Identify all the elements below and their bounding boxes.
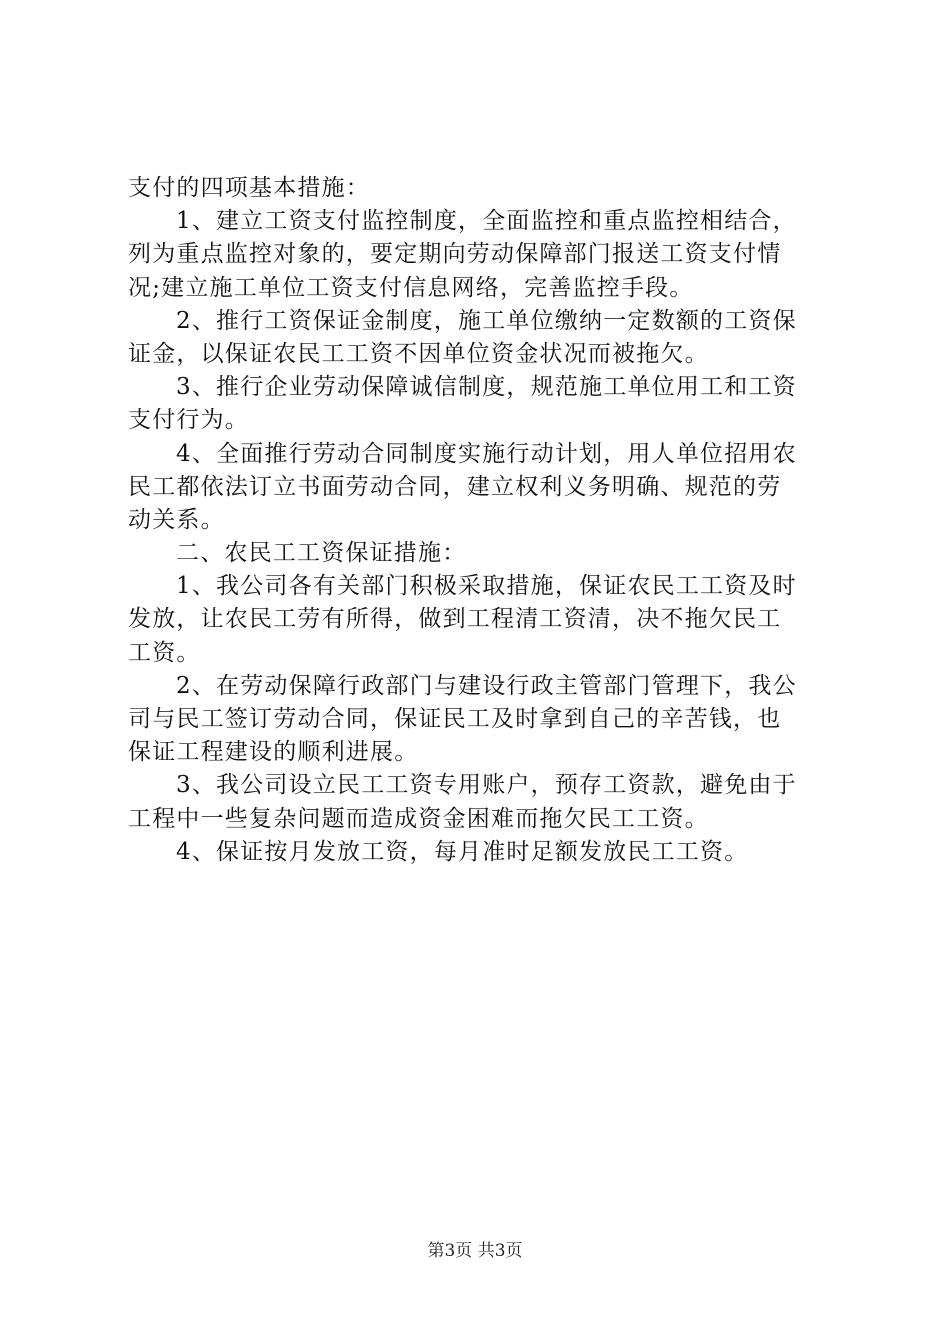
text-line: 司与民工签订劳动合同，保证民工及时拿到自己的辛苦钱，也 <box>128 706 782 732</box>
text-line: 4、全面推行劳动合同制度实施行动计划，用人单位招用农 <box>176 440 797 467</box>
text-line: 1、我公司各有关部门积极采取措施，保证农民工工资及时 <box>176 573 797 600</box>
text-line: 支付行为。 <box>128 407 249 434</box>
text-line: 证金，以保证农民工工资不因单位资金状况而被拖欠。 <box>128 340 709 367</box>
page-number: 第3页 共3页 <box>427 1241 523 1261</box>
text-line: 动关系。 <box>128 506 225 533</box>
text-line: 4、保证按月发放工资，每月准时足额发放民工工资。 <box>176 838 749 865</box>
text-line: 工资。 <box>128 639 201 666</box>
text-line: 2、推行工资保证金制度，施工单位缴纳一定数额的工资保 <box>176 307 797 334</box>
text-line: 况;建立施工单位工资支付信息网络，完善监控手段。 <box>128 274 694 301</box>
text-line: 3、我公司设立民工工资专用账户，预存工资款，避免由于 <box>176 772 797 799</box>
text-line: 3、推行企业劳动保障诚信制度，规范施工单位用工和工资 <box>176 374 797 401</box>
section-heading: 二、农民工工资保证措施： <box>176 540 467 567</box>
text-line: 列为重点监控对象的，要定期向劳动保障部门报送工资支付情 <box>128 241 782 268</box>
text-line: 支付的四项基本措施： <box>128 175 370 201</box>
text-line: 工程中一些复杂问题而造成资金困难而拖欠民工工资。 <box>128 805 709 832</box>
text-line: 1、建立工资支付监控制度，全面监控和重点监控相结合， <box>176 208 797 235</box>
text-line: 2、在劳动保障行政部门与建设行政主管部门管理下，我公 <box>176 672 797 699</box>
document-body <box>128 172 828 869</box>
text-line: 发放，让农民工劳有所得，做到工程清工资清，决不拖欠民工 <box>128 606 782 633</box>
text-line: 民工都依法订立书面劳动合同，建立权利义务明确、规范的劳 <box>128 473 782 500</box>
text-line: 保证工程建设的顺利进展。 <box>128 739 419 766</box>
